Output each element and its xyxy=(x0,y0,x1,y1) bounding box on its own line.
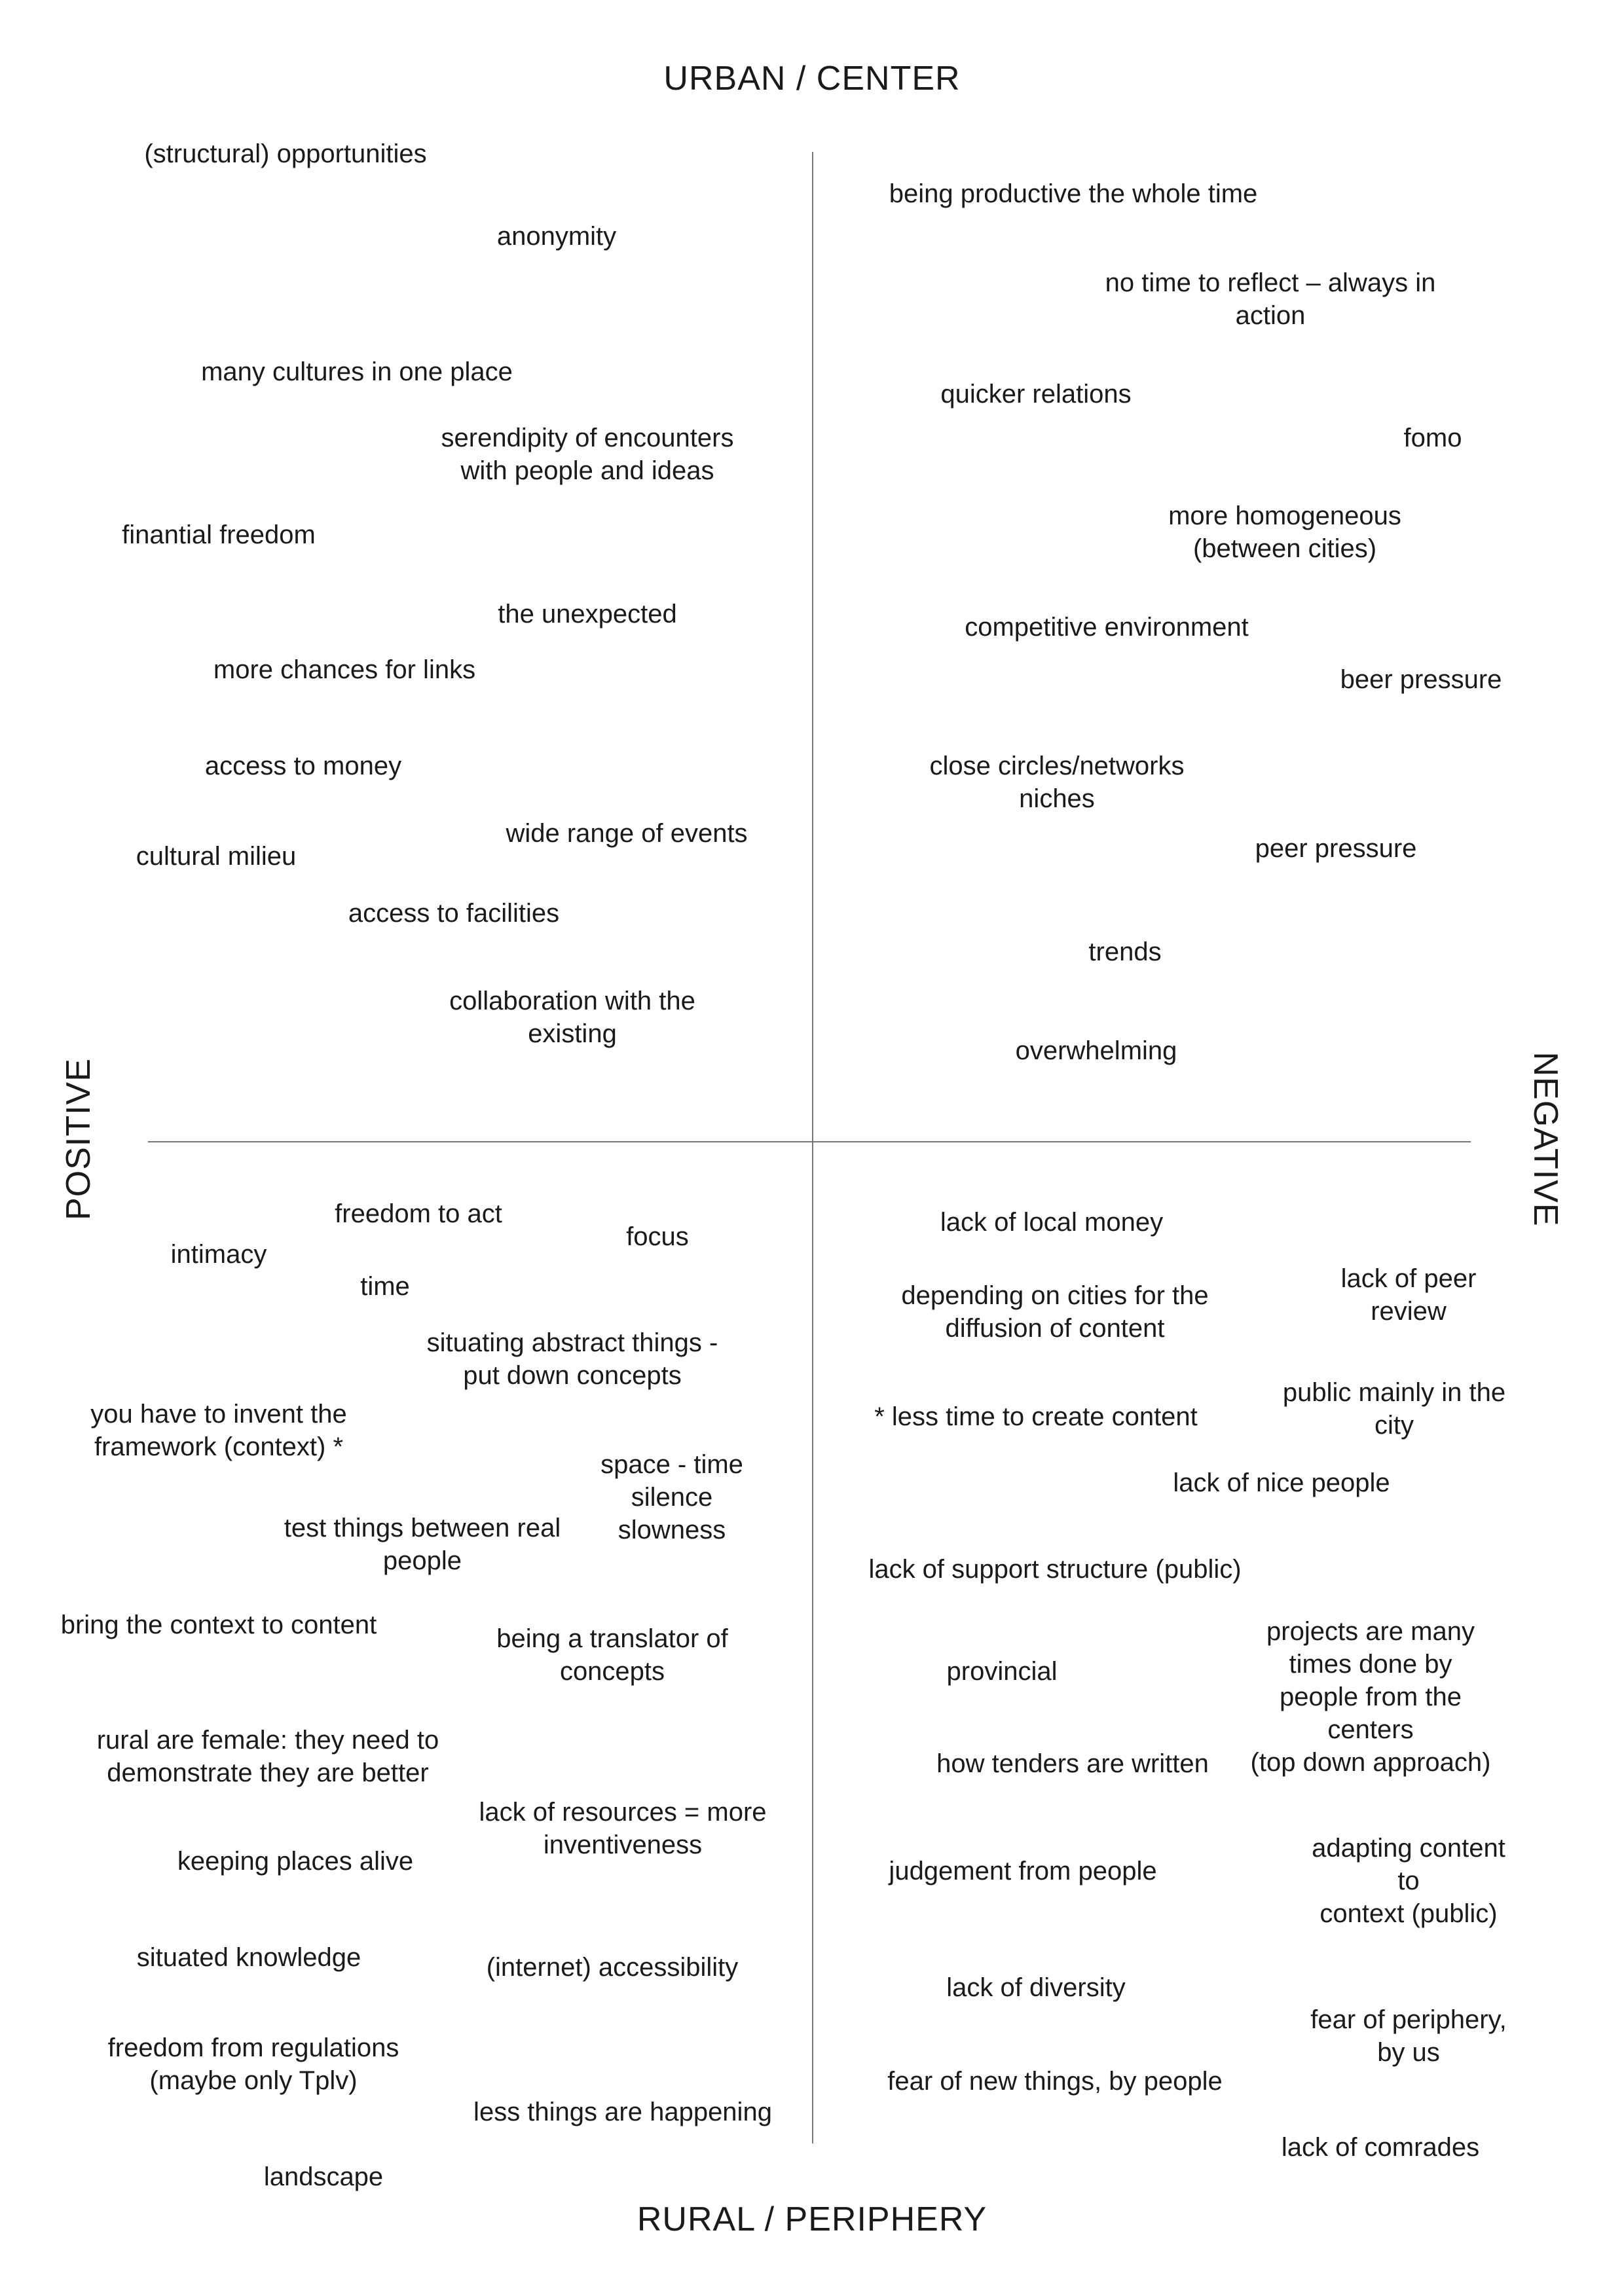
rural-negative-item: depending on cities for the diffusion of content xyxy=(901,1281,1209,1343)
rural-negative-item: lack of nice people xyxy=(1173,1468,1390,1497)
rural-positive-item: time xyxy=(360,1272,410,1301)
urban-negative-item: no time to reflect – always in action xyxy=(1105,268,1436,330)
rural-positive-item: focus xyxy=(626,1222,689,1251)
urban-negative-item: overwhelming xyxy=(1015,1036,1177,1065)
urban-positive-item: collaboration with the existing xyxy=(449,987,695,1048)
rural-negative-item: fear of periphery, by us xyxy=(1310,2005,1507,2067)
urban-positive-item: serendipity of encounters with people and ideas xyxy=(441,424,734,485)
rural-positive-item: situating abstract things - put down concepts xyxy=(426,1328,718,1390)
rural-positive-item: bring the context to content xyxy=(60,1611,377,1639)
rural-negative-item: adapting content to context (public) xyxy=(1312,1834,1505,1928)
axis-label-urban-center: URBAN / CENTER xyxy=(663,60,961,98)
rural-positive-item: situated knowledge xyxy=(136,1943,361,1972)
rural-negative-item: fear of new things, by people xyxy=(887,2067,1223,2096)
rural-positive-item: space - time silence slowness xyxy=(600,1450,743,1544)
rural-positive-item: landscape xyxy=(263,2162,384,2191)
rural-negative-item: lack of peer review xyxy=(1340,1264,1477,1326)
rural-positive-item: intimacy xyxy=(170,1240,267,1269)
axis-label-rural-periphery: RURAL / PERIPHERY xyxy=(637,2200,987,2238)
urban-negative-item: close circles/networks niches xyxy=(929,752,1185,813)
vertical-axis-line xyxy=(812,152,813,2143)
urban-negative-item: more homogeneous (between cities) xyxy=(1168,501,1401,563)
rural-positive-item: being a translator of concepts xyxy=(496,1624,728,1686)
urban-positive-item: (structural) opportunities xyxy=(144,139,427,168)
urban-negative-item: peer pressure xyxy=(1255,834,1417,863)
rural-positive-item: freedom from regulations (maybe only Tplv) xyxy=(107,2033,399,2095)
rural-negative-item: lack of local money xyxy=(940,1208,1164,1237)
urban-positive-item: cultural milieu xyxy=(136,842,297,871)
urban-negative-item: quicker relations xyxy=(940,380,1132,409)
rural-positive-item: test things between real people xyxy=(284,1514,561,1575)
rural-positive-item: (internet) accessibility xyxy=(486,1953,739,1982)
axis-label-positive: POSITIVE xyxy=(60,1058,98,1220)
urban-negative-item: trends xyxy=(1088,938,1162,966)
rural-negative-item: public mainly in the city xyxy=(1282,1378,1506,1440)
rural-negative-item: lack of diversity xyxy=(946,1973,1126,2002)
urban-negative-item: fomo xyxy=(1403,424,1462,452)
horizontal-axis-line xyxy=(148,1141,1471,1142)
urban-negative-item: being productive the whole time xyxy=(889,179,1258,208)
rural-positive-item: lack of resources = more inventiveness xyxy=(479,1798,767,1859)
rural-positive-item: less things are happening xyxy=(473,2098,772,2126)
urban-positive-item: many cultures in one place xyxy=(201,357,513,386)
rural-negative-item: * less time to create content xyxy=(874,1402,1198,1431)
urban-negative-item: competitive environment xyxy=(965,613,1249,642)
urban-positive-item: access to facilities xyxy=(348,899,560,928)
rural-positive-item: you have to invent the framework (context) * xyxy=(90,1400,347,1461)
rural-negative-item: lack of support structure (public) xyxy=(868,1555,1242,1584)
rural-negative-item: provincial xyxy=(946,1657,1058,1686)
urban-positive-item: the unexpected xyxy=(498,600,677,629)
urban-positive-item: more chances for links xyxy=(213,655,476,684)
urban-positive-item: finantial freedom xyxy=(122,520,316,549)
rural-negative-item: how tenders are written xyxy=(936,1749,1209,1778)
urban-positive-item: access to money xyxy=(204,752,402,780)
urban-positive-item: anonymity xyxy=(496,222,617,251)
rural-positive-item: freedom to act xyxy=(335,1199,502,1228)
rural-negative-item: judgement from people xyxy=(889,1857,1157,1886)
rural-positive-item: keeping places alive xyxy=(177,1847,414,1876)
rural-negative-item: projects are many times done by people from the centers (top down approach) xyxy=(1250,1617,1491,1777)
axis-label-negative: NEGATIVE xyxy=(1526,1051,1564,1227)
rural-positive-item: rural are female: they need to demonstrate they are better xyxy=(96,1726,439,1787)
urban-negative-item: beer pressure xyxy=(1340,665,1502,694)
rural-negative-item: lack of comrades xyxy=(1281,2133,1480,2162)
urban-positive-item: wide range of events xyxy=(506,819,748,848)
